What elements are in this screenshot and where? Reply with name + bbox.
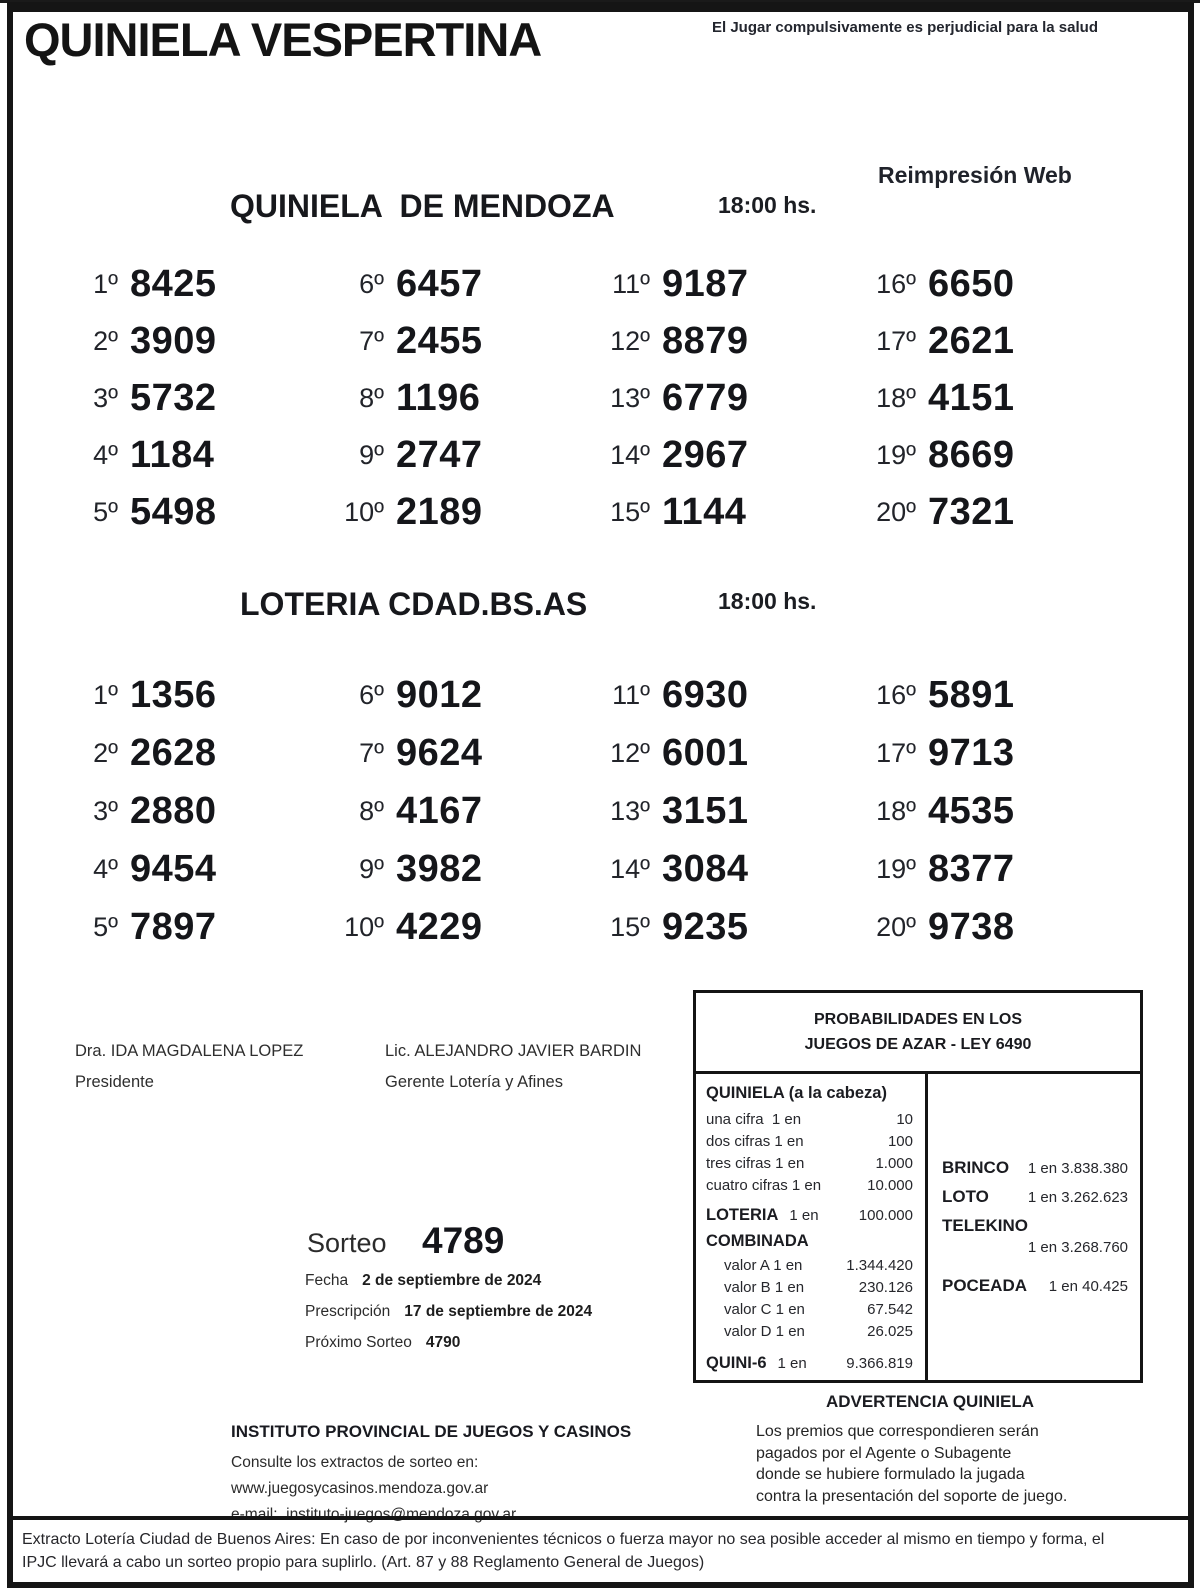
result-cell-num: 8425 xyxy=(130,263,217,305)
result-cell-num: 5498 xyxy=(130,491,217,533)
odds-row xyxy=(706,1131,913,1153)
result-cell-num: 4151 xyxy=(928,377,1015,419)
game-odds-row-value: 1 en 3.838.380 xyxy=(1027,1159,1128,1177)
result-cell-pos: 16º xyxy=(876,269,916,299)
top-edge-rule xyxy=(0,0,1200,3)
proximo-sorteo-label: Próximo Sorteo xyxy=(305,1334,412,1351)
result-cell xyxy=(590,313,856,370)
loteria-odds-name: LOTERIA xyxy=(706,1205,779,1224)
result-cell-pos: 15º xyxy=(610,497,650,527)
odds-row-value: 230.126 xyxy=(858,1278,913,1296)
result-cell xyxy=(856,898,1122,956)
result-cell xyxy=(324,484,590,541)
instituto-email: e-mail: instituto-juegos@mendoza.gov.ar xyxy=(231,1506,517,1523)
result-cell xyxy=(324,898,590,956)
result-cell-num: 2455 xyxy=(396,320,483,362)
game-odds-row-name: TELEKINO xyxy=(942,1215,1028,1235)
result-cell xyxy=(58,782,324,840)
result-cell-num: 9235 xyxy=(662,905,749,948)
result-cell xyxy=(856,782,1122,840)
web-reprint-label: Reimpresión Web xyxy=(878,162,1072,188)
signature-president xyxy=(75,1042,303,1092)
result-cell xyxy=(58,666,324,724)
result-cell xyxy=(324,370,590,427)
result-cell-num: 4535 xyxy=(928,789,1015,832)
odds-row-value: 1.344.420 xyxy=(846,1256,913,1274)
probabilities-body xyxy=(696,1074,1140,1380)
result-cell-num: 5732 xyxy=(130,377,217,419)
result-cell-pos: 14º xyxy=(610,853,650,884)
advertencia-line: donde se hubiere formulado la jugada xyxy=(756,1466,1025,1483)
result-cell-pos: 11º xyxy=(612,269,650,299)
odds-row-label: tres cifras 1 en xyxy=(706,1154,805,1172)
result-cell xyxy=(324,840,590,898)
result-cell-pos: 14º xyxy=(610,440,650,470)
result-cell xyxy=(590,724,856,782)
result-cell-pos: 13º xyxy=(610,795,650,826)
quini6-odds-value: 9.366.819 xyxy=(846,1354,913,1372)
quiniela-odds-title: QUINIELA (a la cabeza) xyxy=(706,1083,887,1102)
result-cell-num: 3909 xyxy=(130,320,217,362)
result-cell xyxy=(58,898,324,956)
result-cell-pos: 7º xyxy=(359,737,384,768)
quiniela-odds-rows xyxy=(706,1109,913,1197)
loteria-odds-mid: 1 en xyxy=(789,1206,819,1224)
fecha-label: Fecha xyxy=(305,1272,349,1289)
page-title: QUINIELA VESPERTINA xyxy=(24,13,542,66)
game-odds-row-value: 1 en 3.268.760 xyxy=(1027,1238,1128,1256)
result-cell-pos: 7º xyxy=(359,326,384,356)
result-cell-num: 2880 xyxy=(130,789,217,832)
instituto-website: www.juegosycasinos.mendoza.gov.ar xyxy=(231,1480,489,1497)
proximo-sorteo-row xyxy=(305,1334,592,1352)
odds-row xyxy=(706,1153,913,1175)
result-cell xyxy=(590,898,856,956)
signature-role: Presidente xyxy=(75,1073,154,1091)
odds-row xyxy=(706,1299,913,1321)
result-cell-num: 5891 xyxy=(928,673,1015,716)
advertencia-title: ADVERTENCIA QUINIELA xyxy=(825,1392,1035,1411)
result-cell-pos: 20º xyxy=(876,497,916,527)
probabilities-box xyxy=(693,990,1143,1383)
result-cell-pos: 1º xyxy=(93,679,118,710)
result-cell xyxy=(590,666,856,724)
result-cell-num: 6930 xyxy=(662,673,749,716)
result-cell xyxy=(856,724,1122,782)
result-cell-pos: 10º xyxy=(344,497,384,527)
result-cell-num: 8879 xyxy=(662,320,749,362)
result-cell-pos: 6º xyxy=(359,269,384,299)
result-cell-num: 1144 xyxy=(662,491,747,533)
probabilities-title xyxy=(696,993,1140,1074)
advertencia-line: Los premios que correspondieren serán xyxy=(756,1423,1039,1440)
game-odds-row xyxy=(942,1158,1128,1178)
odds-row xyxy=(706,1175,913,1197)
game-odds-row xyxy=(942,1276,1128,1296)
result-cell-pos: 10º xyxy=(344,911,384,942)
draw-meta xyxy=(305,1272,592,1352)
instituto-title: INSTITUTO PROVINCIAL DE JUEGOS Y CASINOS xyxy=(231,1422,632,1441)
game-odds-row-value: 1 en 40.425 xyxy=(1048,1277,1128,1295)
odds-row-label: valor A 1 en xyxy=(724,1256,803,1274)
quini6-odds-name: QUINI-6 xyxy=(706,1353,767,1372)
result-cell-num: 1184 xyxy=(130,434,215,476)
result-cell xyxy=(324,427,590,484)
odds-row-value: 10 xyxy=(896,1110,913,1128)
result-cell-num: 6779 xyxy=(662,377,749,419)
section-title-mendoza: QUINIELA DE MENDOZA xyxy=(230,188,615,224)
result-cell-num: 9713 xyxy=(928,731,1015,774)
result-cell xyxy=(58,484,324,541)
game-odds-row-name: POCEADA xyxy=(942,1275,1028,1295)
game-odds-row xyxy=(942,1187,1128,1207)
odds-row-value: 10.000 xyxy=(867,1176,913,1194)
result-cell-num: 3982 xyxy=(396,847,483,890)
advertencia-line: contra la presentación del soporte de juego. xyxy=(756,1487,1068,1505)
result-cell-pos: 4º xyxy=(93,440,118,470)
result-cell-num: 7321 xyxy=(928,491,1015,533)
odds-row-label: valor B 1 en xyxy=(724,1278,805,1296)
signature-name: Lic. ALEJANDRO JAVIER BARDIN xyxy=(385,1042,642,1060)
odds-row-label: valor C 1 en xyxy=(724,1300,805,1318)
result-cell xyxy=(324,782,590,840)
result-cell-num: 7897 xyxy=(130,905,217,948)
result-cell-pos: 3º xyxy=(93,795,118,826)
result-cell xyxy=(856,256,1122,313)
footer-legal-note: Extracto Lotería Ciudad de Buenos Aires: En caso de por inconvenientes técnicos o fuerza mayor no sea posible acceder al mismo en tiempo y forma, el IPJC llevará a cabo un sorteo propio para suplirlo. (Art. 87 y 88 Reglamento General de Juegos) xyxy=(13,1516,1188,1582)
result-cell xyxy=(856,840,1122,898)
result-cell-pos: 11º xyxy=(612,679,650,710)
result-cell-num: 2967 xyxy=(662,434,749,476)
quini6-odds-mid: 1 en xyxy=(777,1354,807,1372)
game-odds-row-name: LOTO xyxy=(942,1186,989,1206)
signature-role: Gerente Lotería y Afines xyxy=(385,1073,563,1091)
signature-name: Dra. IDA MAGDALENA LOPEZ xyxy=(75,1042,304,1060)
result-cell xyxy=(58,840,324,898)
combinada-odds-rows xyxy=(706,1255,913,1343)
result-cell-num: 2189 xyxy=(396,491,483,533)
result-cell xyxy=(324,313,590,370)
sorteo-label: Sorteo xyxy=(307,1228,387,1258)
results-grid-mendoza xyxy=(58,256,1122,541)
result-cell xyxy=(590,370,856,427)
proximo-sorteo-value: 4790 xyxy=(425,1334,461,1351)
loteria-odds-row xyxy=(706,1204,913,1227)
result-cell xyxy=(856,370,1122,427)
prescripcion-value: 17 de septiembre de 2024 xyxy=(404,1303,593,1320)
result-cell xyxy=(856,427,1122,484)
result-cell-num: 9624 xyxy=(396,731,483,774)
result-cell-pos: 9º xyxy=(359,853,384,884)
prescripcion-label: Prescripción xyxy=(305,1303,391,1320)
result-cell-num: 1196 xyxy=(396,377,481,419)
odds-row-label: valor D 1 en xyxy=(724,1322,805,1340)
signature-manager xyxy=(385,1042,641,1092)
result-cell-pos: 16º xyxy=(876,679,916,710)
result-cell xyxy=(58,427,324,484)
result-cell-pos: 19º xyxy=(876,440,916,470)
odds-row xyxy=(706,1321,913,1343)
result-cell xyxy=(590,484,856,541)
advertencia-block xyxy=(730,1392,1130,1507)
odds-row-value: 26.025 xyxy=(867,1322,913,1340)
result-cell xyxy=(58,370,324,427)
result-cell-pos: 20º xyxy=(876,911,916,942)
result-cell-pos: 18º xyxy=(876,383,916,413)
result-cell-num: 9738 xyxy=(928,905,1015,948)
odds-row-label: cuatro cifras 1 en xyxy=(706,1176,822,1194)
result-cell-pos: 19º xyxy=(876,853,916,884)
result-cell-pos: 5º xyxy=(93,497,118,527)
sorteo-number: 4789 xyxy=(422,1220,505,1261)
result-cell-num: 9187 xyxy=(662,263,749,305)
result-cell xyxy=(58,724,324,782)
result-cell-pos: 2º xyxy=(93,737,118,768)
probabilities-right-column xyxy=(928,1074,1140,1380)
health-warning: El Jugar compulsivamente es perjudicial para la salud xyxy=(712,19,1098,36)
result-cell xyxy=(856,666,1122,724)
result-cell-num: 6001 xyxy=(662,731,749,774)
prescripcion-row xyxy=(305,1303,592,1321)
result-cell-num: 3084 xyxy=(662,847,749,890)
fecha-row xyxy=(305,1272,592,1290)
result-cell xyxy=(58,313,324,370)
fecha-value: 2 de septiembre de 2024 xyxy=(362,1272,542,1289)
result-cell-pos: 12º xyxy=(610,737,650,768)
section-title-bsas: LOTERIA CDAD.BS.AS xyxy=(240,586,588,622)
result-cell-num: 8669 xyxy=(928,434,1015,476)
result-cell xyxy=(590,256,856,313)
odds-row-value: 100 xyxy=(887,1132,913,1150)
instituto-consulte-line: Consulte los extractos de sorteo en: xyxy=(231,1454,479,1471)
result-cell-pos: 6º xyxy=(359,679,384,710)
result-cell-pos: 3º xyxy=(93,383,118,413)
odds-row xyxy=(706,1277,913,1299)
draw-time-bsas: 18:00 hs. xyxy=(718,588,817,614)
result-cell-pos: 15º xyxy=(610,911,650,942)
result-cell-pos: 13º xyxy=(610,383,650,413)
results-grid-bsas xyxy=(58,666,1122,956)
result-cell-num: 4229 xyxy=(396,905,483,948)
result-cell-pos: 1º xyxy=(93,269,118,299)
result-cell-num: 6457 xyxy=(396,263,483,305)
result-cell xyxy=(590,840,856,898)
odds-row-label: dos cifras 1 en xyxy=(706,1132,804,1150)
result-cell-pos: 18º xyxy=(876,795,916,826)
combinada-title: COMBINADA xyxy=(706,1231,809,1250)
result-cell-num: 8377 xyxy=(928,847,1015,890)
result-cell-pos: 2º xyxy=(93,326,118,356)
odds-row-label: una cifra 1 en xyxy=(706,1110,802,1128)
result-cell-num: 9012 xyxy=(396,673,483,716)
result-cell-num: 1356 xyxy=(130,673,217,716)
odds-row xyxy=(706,1255,913,1277)
game-odds-row xyxy=(942,1216,1128,1256)
probabilities-title-line1: PROBABILIDADES EN LOS xyxy=(813,1011,1022,1028)
result-cell xyxy=(324,256,590,313)
result-cell-num: 6650 xyxy=(928,263,1015,305)
advertencia-line: pagados por el Agente o Subagente xyxy=(756,1444,1012,1462)
result-cell-pos: 8º xyxy=(359,383,384,413)
result-cell-pos: 17º xyxy=(876,326,916,356)
odds-row-value: 67.542 xyxy=(867,1300,913,1318)
loteria-odds-value: 100.000 xyxy=(858,1206,913,1224)
result-cell-pos: 17º xyxy=(876,737,916,768)
quini6-wrap xyxy=(706,1352,913,1375)
result-cell xyxy=(590,427,856,484)
result-cell-num: 2621 xyxy=(928,320,1015,362)
result-cell xyxy=(58,256,324,313)
draw-time-mendoza: 18:00 hs. xyxy=(718,192,817,218)
result-cell xyxy=(856,313,1122,370)
result-cell-num: 4167 xyxy=(396,789,483,832)
result-cell-pos: 8º xyxy=(359,795,384,826)
game-odds-row-name: BRINCO xyxy=(942,1157,1010,1177)
result-cell-pos: 12º xyxy=(610,326,650,356)
probabilities-title-line2: JUEGOS DE AZAR - LEY 6490 xyxy=(804,1035,1032,1053)
result-cell-pos: 5º xyxy=(93,911,118,942)
quini6-odds-row xyxy=(706,1352,913,1375)
result-cell-pos: 9º xyxy=(359,440,384,470)
odds-row-value: 1.000 xyxy=(875,1154,913,1172)
result-cell-num: 2628 xyxy=(130,731,217,774)
result-cell-num: 2747 xyxy=(396,434,483,476)
result-cell-num: 3151 xyxy=(662,789,749,832)
probabilities-left-column xyxy=(696,1074,928,1380)
result-cell xyxy=(590,782,856,840)
result-cell xyxy=(856,484,1122,541)
odds-row xyxy=(706,1109,913,1131)
result-cell xyxy=(324,666,590,724)
game-odds-row-value: 1 en 3.262.623 xyxy=(1027,1188,1128,1206)
result-cell-pos: 4º xyxy=(93,853,118,884)
result-cell-num: 9454 xyxy=(130,847,217,890)
result-cell xyxy=(324,724,590,782)
instituto-block xyxy=(231,1422,631,1528)
